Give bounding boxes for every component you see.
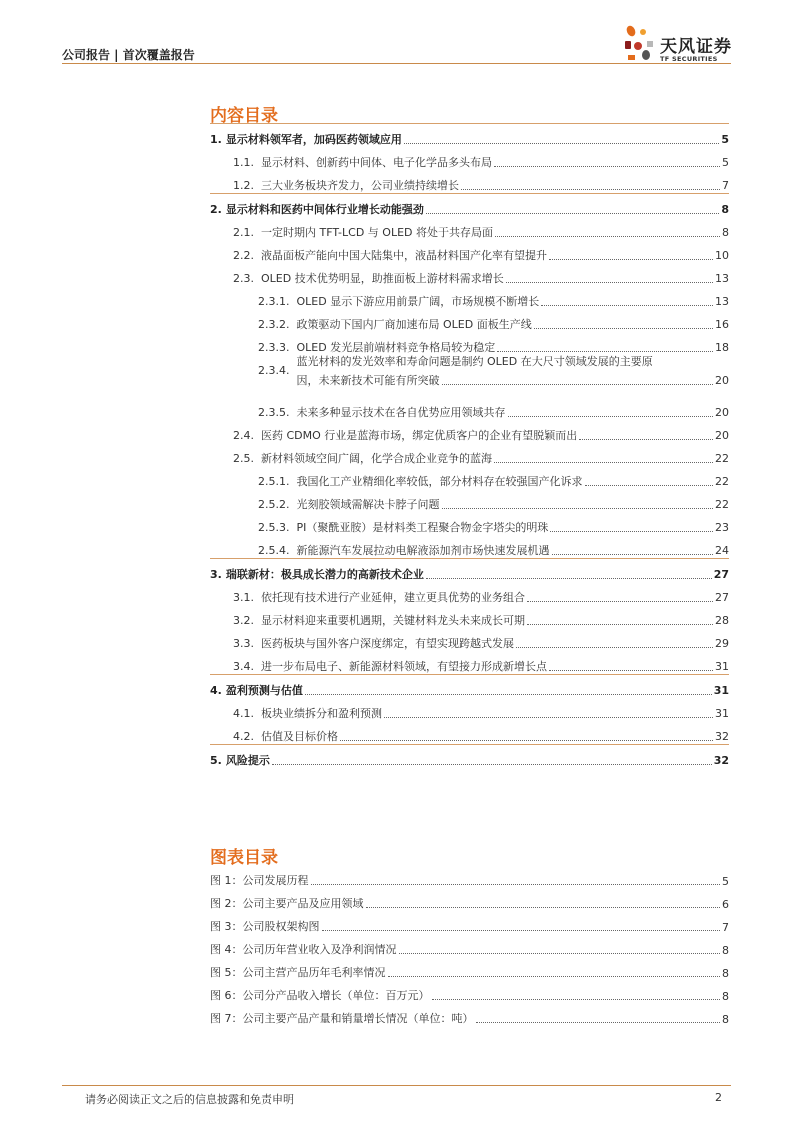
dot-leader — [384, 717, 713, 718]
toc-entry-text: 估值及目标价格 — [261, 730, 338, 743]
dot-leader — [549, 259, 713, 260]
toc-entry[interactable] — [210, 535, 729, 558]
toc-entry-number: 1.1. — [233, 156, 254, 169]
toc-entry[interactable] — [210, 397, 729, 420]
toc-entry[interactable] — [210, 263, 729, 286]
dot-leader — [404, 143, 720, 144]
toc-entry-text: 新材料领域空间广阔，化学合成企业竞争的蓝海 — [261, 452, 492, 465]
dot-leader — [388, 976, 721, 977]
logo-chinese-text: 天风证券 — [660, 37, 732, 57]
toc-entry-number: 2.3.3. — [258, 341, 290, 354]
toc-entry-text: 三大业务板块齐发力，公司业绩持续增长 — [261, 179, 459, 192]
toc-entry-page: 23 — [715, 521, 729, 534]
report-type-label: 公司报告 | 首次覆盖报告 — [62, 48, 195, 62]
table-of-contents — [210, 123, 729, 768]
figure-entry-text: 图 4：公司历年营业收入及净利润情况 — [210, 943, 397, 956]
figure-entry[interactable] — [210, 911, 729, 934]
toc-entry-number: 2.3.4. — [258, 364, 290, 377]
dot-leader — [497, 351, 713, 352]
toc-entry[interactable] — [210, 123, 729, 147]
figure-entry-page: 7 — [722, 921, 729, 934]
toc-entry[interactable] — [210, 698, 729, 721]
toc-entry-text: 光刻胶领域需解决卡脖子问题 — [296, 498, 440, 511]
toc-entry[interactable] — [210, 355, 729, 397]
figure-entry-page: 8 — [722, 967, 729, 980]
toc-entry-text: 液晶面板产能向中国大陆集中，液晶材料国产化率有望提升 — [261, 249, 547, 262]
dot-leader — [461, 189, 720, 190]
toc-entry[interactable] — [210, 605, 729, 628]
toc-entry-page: 7 — [722, 179, 729, 192]
figure-entry[interactable] — [210, 865, 729, 888]
toc-entry[interactable] — [210, 558, 729, 582]
toc-entry-page: 5 — [722, 156, 729, 169]
figure-entry-text: 图 7：公司主要产品产量和销量增长情况（单位：吨） — [210, 1012, 474, 1025]
toc-entry-page: 20 — [715, 429, 729, 442]
dot-leader — [366, 907, 721, 908]
toc-entry[interactable] — [210, 443, 729, 466]
figure-entry-text: 图 3：公司股权架构图 — [210, 920, 320, 933]
toc-entry-page: 20 — [715, 406, 729, 419]
toc-entry[interactable] — [210, 489, 729, 512]
dot-leader — [494, 462, 713, 463]
toc-entry-number: 2.5.3. — [258, 521, 290, 534]
toc-entry-number: 3.4. — [233, 660, 254, 673]
dot-leader — [340, 740, 713, 741]
toc-entry-text: 蓝光材料的发光效率和寿命问题是制约 OLED 在大尺寸领域发展的主要原 — [296, 355, 653, 368]
toc-entry[interactable] — [210, 170, 729, 193]
dot-leader — [311, 884, 721, 885]
dot-leader — [534, 328, 713, 329]
toc-entry-number: 2.3.5. — [258, 406, 290, 419]
toc-entry[interactable] — [210, 240, 729, 263]
toc-title: 内容目录 — [210, 106, 278, 126]
toc-entry[interactable] — [210, 420, 729, 443]
toc-entry[interactable] — [210, 193, 729, 217]
dot-leader — [432, 999, 721, 1000]
toc-entry-number: 2.3. — [233, 272, 254, 285]
toc-entry[interactable] — [210, 466, 729, 489]
dot-leader — [442, 384, 714, 385]
toc-entry-text: 政策驱动下国内厂商加速布局 OLED 面板生产线 — [296, 318, 532, 331]
dot-leader — [585, 485, 714, 486]
toc-entry-page: 8 — [722, 226, 729, 239]
toc-entry[interactable] — [210, 286, 729, 309]
toc-entry-number: 1.2. — [233, 179, 254, 192]
toc-entry-text: 板块业绩拆分和盈利预测 — [261, 707, 382, 720]
toc-entry[interactable] — [210, 512, 729, 535]
toc-entry-number: 4.2. — [233, 730, 254, 743]
toc-entry-text: PI（聚酰亚胺）是材料类工程聚合物金字塔尖的明珠 — [296, 521, 549, 534]
figure-entry-text: 图 5：公司主营产品历年毛利率情况 — [210, 966, 386, 979]
toc-entry-text: 显示材料、创新药中间体、电子化学品多头布局 — [261, 156, 492, 169]
toc-entry-text: OLED 发光层前端材料竞争格局较为稳定 — [296, 341, 496, 354]
dot-leader — [494, 166, 720, 167]
dot-leader — [476, 1022, 721, 1023]
toc-entry[interactable] — [210, 582, 729, 605]
figure-entry-page: 8 — [722, 990, 729, 1003]
header-divider — [62, 63, 731, 64]
toc-entry-number: 3. — [210, 568, 222, 581]
footer-divider — [62, 1085, 731, 1086]
toc-entry-page: 5 — [721, 133, 729, 146]
toc-entry-page: 24 — [715, 544, 729, 557]
logo-flower-icon — [622, 22, 658, 67]
figure-entry[interactable] — [210, 934, 729, 957]
figure-entry-text: 图 6：公司分产品收入增长（单位：百万元） — [210, 989, 430, 1002]
toc-entry-page: 13 — [715, 295, 729, 308]
toc-entry-number: 2.4. — [233, 429, 254, 442]
toc-entry-text: 新能源汽车发展拉动电解液添加剂市场快速发展机遇 — [296, 544, 550, 557]
toc-entry-text: 未来多种显示技术在各自优势应用领域共存 — [296, 406, 506, 419]
dot-leader — [426, 578, 712, 579]
toc-entry-number: 1. — [210, 133, 222, 146]
toc-entry-text: 依托现有技术进行产业延伸，建立更具优势的业务组合 — [261, 591, 525, 604]
figure-entry-page: 8 — [722, 944, 729, 957]
company-logo — [622, 22, 742, 67]
toc-entry-text: 我国化工产业精细化率较低，部分材料存在较强国产化诉求 — [296, 475, 583, 488]
toc-entry-text: 医药板块与国外客户深度绑定，有望实现跨越式发展 — [261, 637, 514, 650]
figure-entry[interactable] — [210, 888, 729, 911]
dot-leader — [579, 439, 713, 440]
figure-list — [210, 865, 729, 1026]
toc-entry-number: 2.5.4. — [258, 544, 290, 557]
toc-entry-page: 22 — [715, 452, 729, 465]
toc-entry-number: 3.3. — [233, 637, 254, 650]
toc-entry-page: 28 — [715, 614, 729, 627]
toc-entry-text: 显示材料和医药中间体行业增长动能强劲 — [225, 203, 424, 216]
dot-leader — [442, 508, 714, 509]
toc-entry-page: 18 — [715, 341, 729, 354]
toc-entry-text: OLED 技术优势明显，助推面板上游材料需求增长 — [261, 272, 504, 285]
toc-entry-page: 29 — [715, 637, 729, 650]
figure-entry-page: 8 — [722, 1013, 729, 1026]
figures-title: 图表目录 — [210, 848, 278, 868]
dot-leader — [322, 930, 721, 931]
toc-entry-number: 4.1. — [233, 707, 254, 720]
toc-entry-page: 20 — [715, 374, 729, 387]
dot-leader — [506, 282, 713, 283]
toc-entry-page: 31 — [715, 660, 729, 673]
toc-entry-text: 风险提示 — [225, 754, 270, 767]
toc-entry-text: 显示材料领军者，加码医药领域应用 — [225, 133, 402, 146]
dot-leader — [426, 213, 720, 214]
toc-entry-number: 3.2. — [233, 614, 254, 627]
toc-entry-number: 5. — [210, 754, 222, 767]
toc-entry[interactable] — [210, 628, 729, 651]
dot-leader — [399, 953, 721, 954]
figure-entry-page: 5 — [722, 875, 729, 888]
dot-leader — [550, 531, 713, 532]
toc-entry[interactable] — [210, 721, 729, 744]
toc-entry-number: 2.5.2. — [258, 498, 290, 511]
dot-leader — [305, 694, 712, 695]
toc-entry-text: 进一步布局电子、新能源材料领域，有望接力形成新增长点 — [261, 660, 547, 673]
toc-entry-number: 2.5.1. — [258, 475, 290, 488]
toc-entry-number: 2.1. — [233, 226, 254, 239]
toc-entry-page: 13 — [715, 272, 729, 285]
toc-entry[interactable] — [210, 744, 729, 768]
toc-entry-page: 32 — [713, 754, 729, 767]
dot-leader — [549, 670, 713, 671]
toc-entry-text: 瑞联新材：极具成长潜力的高新技术企业 — [225, 568, 424, 581]
dot-leader — [541, 305, 713, 306]
toc-entry-page: 27 — [713, 568, 729, 581]
figure-entry[interactable] — [210, 980, 729, 1003]
figure-entry-text: 图 1：公司发展历程 — [210, 874, 309, 887]
toc-entry-number: 2.3.2. — [258, 318, 290, 331]
toc-entry-page: 31 — [715, 707, 729, 720]
page-number: 2 — [715, 1091, 722, 1104]
toc-entry-number: 2.5. — [233, 452, 254, 465]
dot-leader — [516, 647, 713, 648]
toc-entry-number: 3.1. — [233, 591, 254, 604]
dot-leader — [495, 236, 720, 237]
logo-english-text: TF SECURITIES — [660, 55, 718, 63]
toc-entry-page: 27 — [715, 591, 729, 604]
toc-entry-text: 一定时期内 TFT-LCD 与 OLED 将处于共存局面 — [261, 226, 494, 239]
toc-entry-number: 2.2. — [233, 249, 254, 262]
toc-entry-page: 16 — [715, 318, 729, 331]
dot-leader — [527, 624, 713, 625]
toc-entry-text: OLED 显示下游应用前景广阔，市场规模不断增长 — [296, 295, 540, 308]
dot-leader — [272, 764, 712, 765]
toc-entry-text: 医药 CDMO 行业是蓝海市场，绑定优质客户的企业有望脱颖而出 — [261, 429, 578, 442]
figure-entry[interactable] — [210, 1003, 729, 1026]
figure-entry-text: 图 2：公司主要产品及应用领域 — [210, 897, 364, 910]
toc-entry-number: 2. — [210, 203, 222, 216]
toc-entry[interactable] — [210, 651, 729, 674]
toc-entry-text-continued: 因，未来新技术可能有所突破 — [296, 374, 440, 387]
toc-entry[interactable] — [210, 309, 729, 332]
toc-entry-text: 盈利预测与估值 — [225, 684, 303, 697]
toc-entry[interactable] — [210, 217, 729, 240]
toc-entry-page: 22 — [715, 475, 729, 488]
dot-leader — [508, 416, 714, 417]
toc-entry-page: 8 — [721, 203, 729, 216]
toc-entry-page: 22 — [715, 498, 729, 511]
figure-entry[interactable] — [210, 957, 729, 980]
dot-leader — [552, 554, 714, 555]
toc-entry-number: 2.3.1. — [258, 295, 290, 308]
dot-leader — [527, 601, 713, 602]
toc-entry-number: 4. — [210, 684, 222, 697]
toc-entry-page: 10 — [715, 249, 729, 262]
toc-entry-page: 32 — [715, 730, 729, 743]
toc-entry[interactable] — [210, 147, 729, 170]
toc-entry-page: 31 — [713, 684, 729, 697]
figure-entry-page: 6 — [722, 898, 729, 911]
toc-entry-text: 显示材料迎来重要机遇期，关键材料龙头未来成长可期 — [261, 614, 525, 627]
toc-entry[interactable] — [210, 332, 729, 355]
toc-entry[interactable] — [210, 674, 729, 698]
disclaimer-text: 请务必阅读正文之后的信息披露和免责申明 — [85, 1093, 294, 1106]
